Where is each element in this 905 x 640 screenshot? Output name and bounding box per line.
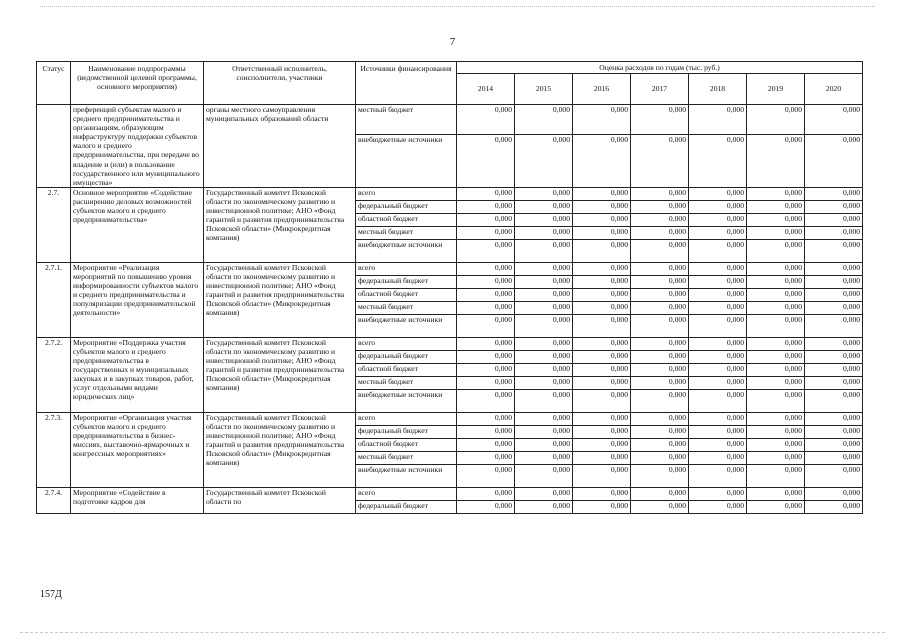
amount-cell: 0,000 xyxy=(515,213,573,226)
amount-cell: 0,000 xyxy=(747,438,805,451)
amount-cell: 0,000 xyxy=(805,451,863,464)
amount-cell: 0,000 xyxy=(631,288,689,301)
measure-name-cell: Мероприятие «Организация участия субъектов малого и среднего предпринимательства в бизнес-миссиях, выставочно-ярмарочных и конгрессных мероприятиях» xyxy=(71,412,204,487)
amount-cell: 0,000 xyxy=(515,301,573,314)
amount-cell: 0,000 xyxy=(805,314,863,337)
amount-cell: 0,000 xyxy=(457,314,515,337)
amount-cell: 0,000 xyxy=(631,337,689,350)
funding-source-cell: местный бюджет xyxy=(356,451,457,464)
amount-cell: 0,000 xyxy=(515,451,573,464)
amount-cell: 0,000 xyxy=(631,464,689,487)
amount-cell: 0,000 xyxy=(515,425,573,438)
amount-cell: 0,000 xyxy=(689,412,747,425)
amount-cell: 0,000 xyxy=(515,438,573,451)
amount-cell: 0,000 xyxy=(689,363,747,376)
budget-table xyxy=(36,61,863,514)
bottom-scan-edge xyxy=(20,632,885,633)
status-cell: 2.7.3. xyxy=(37,412,71,487)
amount-cell: 0,000 xyxy=(689,500,747,513)
amount-cell: 0,000 xyxy=(573,389,631,412)
amount-cell: 0,000 xyxy=(515,412,573,425)
header-year: 2017 xyxy=(631,74,689,105)
status-cell: 2.7.4. xyxy=(37,487,71,513)
amount-cell: 0,000 xyxy=(631,350,689,363)
amount-cell: 0,000 xyxy=(631,314,689,337)
amount-cell: 0,000 xyxy=(631,487,689,500)
funding-source-cell: внебюджетные источники xyxy=(356,389,457,412)
amount-cell: 0,000 xyxy=(805,213,863,226)
funding-source-cell: местный бюджет xyxy=(356,301,457,314)
header-executor: Ответственный исполнитель, соисполнители, участники xyxy=(204,62,356,105)
top-scan-edge xyxy=(40,6,875,7)
amount-cell: 0,000 xyxy=(515,500,573,513)
funding-source-cell: федеральный бюджет xyxy=(356,200,457,213)
header-name: Наименование подпрограммы (ведомственной целевой программы, основного мероприятия) xyxy=(71,62,204,105)
amount-cell: 0,000 xyxy=(573,200,631,213)
amount-cell: 0,000 xyxy=(573,464,631,487)
amount-cell: 0,000 xyxy=(573,134,631,187)
amount-cell: 0,000 xyxy=(573,187,631,200)
amount-cell: 0,000 xyxy=(805,350,863,363)
amount-cell: 0,000 xyxy=(573,226,631,239)
amount-cell: 0,000 xyxy=(747,105,805,135)
amount-cell: 0,000 xyxy=(573,363,631,376)
amount-cell: 0,000 xyxy=(747,200,805,213)
amount-cell: 0,000 xyxy=(689,288,747,301)
amount-cell: 0,000 xyxy=(457,337,515,350)
amount-cell: 0,000 xyxy=(457,412,515,425)
amount-cell: 0,000 xyxy=(689,105,747,135)
amount-cell: 0,000 xyxy=(805,105,863,135)
amount-cell: 0,000 xyxy=(573,337,631,350)
amount-cell: 0,000 xyxy=(689,350,747,363)
amount-cell: 0,000 xyxy=(805,412,863,425)
amount-cell: 0,000 xyxy=(631,200,689,213)
amount-cell: 0,000 xyxy=(573,288,631,301)
amount-cell: 0,000 xyxy=(457,275,515,288)
amount-cell: 0,000 xyxy=(805,376,863,389)
table-row xyxy=(37,105,863,135)
amount-cell: 0,000 xyxy=(631,105,689,135)
amount-cell: 0,000 xyxy=(805,275,863,288)
amount-cell: 0,000 xyxy=(805,487,863,500)
header-year: 2014 xyxy=(457,74,515,105)
funding-source-cell: местный бюджет xyxy=(356,376,457,389)
amount-cell: 0,000 xyxy=(457,239,515,262)
measure-name-cell: Мероприятие «Содействие в подготовке кадров для xyxy=(71,487,204,513)
amount-cell: 0,000 xyxy=(805,187,863,200)
amount-cell: 0,000 xyxy=(457,301,515,314)
amount-cell: 0,000 xyxy=(747,134,805,187)
amount-cell: 0,000 xyxy=(457,200,515,213)
amount-cell: 0,000 xyxy=(515,134,573,187)
amount-cell: 0,000 xyxy=(515,275,573,288)
amount-cell: 0,000 xyxy=(515,376,573,389)
funding-source-cell: внебюджетные источники xyxy=(356,464,457,487)
funding-source-cell: областной бюджет xyxy=(356,213,457,226)
amount-cell: 0,000 xyxy=(689,425,747,438)
amount-cell: 0,000 xyxy=(805,262,863,275)
funding-source-cell: внебюджетные источники xyxy=(356,134,457,187)
funding-source-cell: внебюджетные источники xyxy=(356,314,457,337)
funding-source-cell: местный бюджет xyxy=(356,105,457,135)
amount-cell: 0,000 xyxy=(573,275,631,288)
amount-cell: 0,000 xyxy=(457,262,515,275)
status-cell: 2.7.1. xyxy=(37,262,71,337)
amount-cell: 0,000 xyxy=(515,262,573,275)
amount-cell: 0,000 xyxy=(805,363,863,376)
amount-cell: 0,000 xyxy=(631,412,689,425)
amount-cell: 0,000 xyxy=(689,275,747,288)
amount-cell: 0,000 xyxy=(573,451,631,464)
amount-cell: 0,000 xyxy=(631,262,689,275)
funding-source-cell: федеральный бюджет xyxy=(356,350,457,363)
amount-cell: 0,000 xyxy=(515,337,573,350)
header-estimate: Оценка расходов по годам (тыс. руб.) xyxy=(457,62,863,74)
amount-cell: 0,000 xyxy=(573,239,631,262)
amount-cell: 0,000 xyxy=(515,350,573,363)
amount-cell: 0,000 xyxy=(805,389,863,412)
amount-cell: 0,000 xyxy=(515,363,573,376)
header-status: Статус xyxy=(37,62,71,105)
funding-source-cell: местный бюджет xyxy=(356,226,457,239)
header-row-top xyxy=(37,62,863,74)
table-row xyxy=(37,337,863,350)
executor-cell: Государственный комитет Псковской области по экономическому развитию и инвестиционной политике; АНО «Фонд гарантий и развития предпринимательства Псковской области» (Микрокредитная компания) xyxy=(204,187,356,262)
amount-cell: 0,000 xyxy=(631,389,689,412)
amount-cell: 0,000 xyxy=(689,376,747,389)
amount-cell: 0,000 xyxy=(631,451,689,464)
amount-cell: 0,000 xyxy=(805,500,863,513)
amount-cell: 0,000 xyxy=(747,213,805,226)
amount-cell: 0,000 xyxy=(631,438,689,451)
budget-table-body xyxy=(37,105,863,514)
amount-cell: 0,000 xyxy=(747,301,805,314)
amount-cell: 0,000 xyxy=(457,134,515,187)
amount-cell: 0,000 xyxy=(689,451,747,464)
amount-cell: 0,000 xyxy=(457,350,515,363)
amount-cell: 0,000 xyxy=(747,487,805,500)
amount-cell: 0,000 xyxy=(457,389,515,412)
funding-source-cell: областной бюджет xyxy=(356,363,457,376)
status-cell: 2.7. xyxy=(37,187,71,262)
amount-cell: 0,000 xyxy=(457,425,515,438)
amount-cell: 0,000 xyxy=(689,134,747,187)
amount-cell: 0,000 xyxy=(805,425,863,438)
amount-cell: 0,000 xyxy=(747,288,805,301)
header-year: 2019 xyxy=(747,74,805,105)
amount-cell: 0,000 xyxy=(805,200,863,213)
amount-cell: 0,000 xyxy=(573,425,631,438)
amount-cell: 0,000 xyxy=(747,350,805,363)
funding-source-cell: всего xyxy=(356,487,457,500)
amount-cell: 0,000 xyxy=(573,438,631,451)
amount-cell: 0,000 xyxy=(689,200,747,213)
amount-cell: 0,000 xyxy=(689,301,747,314)
header-source: Источники финансирования xyxy=(356,62,457,105)
funding-source-cell: внебюджетные источники xyxy=(356,239,457,262)
funding-source-cell: всего xyxy=(356,412,457,425)
executor-cell: Государственный комитет Псковской области по экономическому развитию и инвестиционной политике; АНО «Фонд гарантий и развития предпринимательства Псковской области» (Микрокредитная компания) xyxy=(204,337,356,412)
amount-cell: 0,000 xyxy=(631,376,689,389)
amount-cell: 0,000 xyxy=(515,187,573,200)
amount-cell: 0,000 xyxy=(747,389,805,412)
amount-cell: 0,000 xyxy=(515,288,573,301)
amount-cell: 0,000 xyxy=(805,288,863,301)
amount-cell: 0,000 xyxy=(689,262,747,275)
amount-cell: 0,000 xyxy=(573,314,631,337)
amount-cell: 0,000 xyxy=(747,412,805,425)
measure-name-cell: Мероприятие «Реализация мероприятий по повышению уровня информированности субъектов малого и среднего предпринимательства и популяризации предпринимательской деятельности» xyxy=(71,262,204,337)
amount-cell: 0,000 xyxy=(457,105,515,135)
funding-source-cell: областной бюджет xyxy=(356,438,457,451)
table-row xyxy=(37,487,863,500)
amount-cell: 0,000 xyxy=(805,226,863,239)
amount-cell: 0,000 xyxy=(747,376,805,389)
measure-name-cell: преференций субъектам малого и среднего предпринимательства и организациям, образующим инфраструктуру поддержки субъектов малого и среднего предпринимательства, при передаче во владение и (или) в пользование государственного или муниципального имущества» xyxy=(71,105,204,188)
amount-cell: 0,000 xyxy=(515,105,573,135)
amount-cell: 0,000 xyxy=(631,187,689,200)
amount-cell: 0,000 xyxy=(805,464,863,487)
amount-cell: 0,000 xyxy=(457,464,515,487)
table-row xyxy=(37,187,863,200)
amount-cell: 0,000 xyxy=(747,451,805,464)
amount-cell: 0,000 xyxy=(631,425,689,438)
amount-cell: 0,000 xyxy=(747,363,805,376)
amount-cell: 0,000 xyxy=(515,464,573,487)
amount-cell: 0,000 xyxy=(573,213,631,226)
status-cell xyxy=(37,105,71,188)
amount-cell: 0,000 xyxy=(689,226,747,239)
amount-cell: 0,000 xyxy=(457,288,515,301)
amount-cell: 0,000 xyxy=(631,134,689,187)
amount-cell: 0,000 xyxy=(573,105,631,135)
amount-cell: 0,000 xyxy=(805,239,863,262)
amount-cell: 0,000 xyxy=(631,275,689,288)
amount-cell: 0,000 xyxy=(573,500,631,513)
executor-cell: Государственный комитет Псковской области по экономическому развитию и инвестиционной политике; АНО «Фонд гарантий и развития предпринимательства Псковской области» (Микрокредитная компания) xyxy=(204,412,356,487)
amount-cell: 0,000 xyxy=(747,425,805,438)
header-year: 2018 xyxy=(689,74,747,105)
amount-cell: 0,000 xyxy=(805,337,863,350)
funding-source-cell: федеральный бюджет xyxy=(356,425,457,438)
amount-cell: 0,000 xyxy=(805,438,863,451)
amount-cell: 0,000 xyxy=(573,487,631,500)
amount-cell: 0,000 xyxy=(457,363,515,376)
amount-cell: 0,000 xyxy=(747,314,805,337)
amount-cell: 0,000 xyxy=(457,500,515,513)
table-row xyxy=(37,262,863,275)
header-year: 2020 xyxy=(805,74,863,105)
amount-cell: 0,000 xyxy=(457,226,515,239)
amount-cell: 0,000 xyxy=(573,262,631,275)
amount-cell: 0,000 xyxy=(515,314,573,337)
amount-cell: 0,000 xyxy=(457,451,515,464)
budget-sheet xyxy=(36,61,862,514)
amount-cell: 0,000 xyxy=(689,337,747,350)
amount-cell: 0,000 xyxy=(747,500,805,513)
amount-cell: 0,000 xyxy=(573,301,631,314)
executor-cell: Государственный комитет Псковской области по экономическому развитию и инвестиционной политике; АНО «Фонд гарантий и развития предпринимательства Псковской области» (Микрокредитная компания) xyxy=(204,262,356,337)
amount-cell: 0,000 xyxy=(515,389,573,412)
funding-source-cell: всего xyxy=(356,337,457,350)
amount-cell: 0,000 xyxy=(747,226,805,239)
status-cell: 2.7.2. xyxy=(37,337,71,412)
amount-cell: 0,000 xyxy=(631,301,689,314)
amount-cell: 0,000 xyxy=(805,301,863,314)
amount-cell: 0,000 xyxy=(689,389,747,412)
amount-cell: 0,000 xyxy=(747,239,805,262)
amount-cell: 0,000 xyxy=(805,134,863,187)
measure-name-cell: Мероприятие «Поддержка участия субъектов малого и среднего предпринимательства в государственных и муниципальных закупках и в закупках товаров, работ, услуг отдельными видами юридических лиц» xyxy=(71,337,204,412)
amount-cell: 0,000 xyxy=(573,412,631,425)
document-code: 157Д xyxy=(40,589,62,600)
funding-source-cell: всего xyxy=(356,187,457,200)
amount-cell: 0,000 xyxy=(457,487,515,500)
amount-cell: 0,000 xyxy=(515,239,573,262)
executor-cell: Государственный комитет Псковской области по xyxy=(204,487,356,513)
amount-cell: 0,000 xyxy=(689,239,747,262)
executor-cell: органы местного самоуправления муниципальных образований области xyxy=(204,105,356,188)
amount-cell: 0,000 xyxy=(573,376,631,389)
amount-cell: 0,000 xyxy=(515,226,573,239)
amount-cell: 0,000 xyxy=(457,376,515,389)
amount-cell: 0,000 xyxy=(457,438,515,451)
amount-cell: 0,000 xyxy=(689,464,747,487)
header-year: 2015 xyxy=(515,74,573,105)
amount-cell: 0,000 xyxy=(631,239,689,262)
funding-source-cell: федеральный бюджет xyxy=(356,500,457,513)
amount-cell: 0,000 xyxy=(631,226,689,239)
amount-cell: 0,000 xyxy=(689,314,747,337)
amount-cell: 0,000 xyxy=(747,464,805,487)
amount-cell: 0,000 xyxy=(515,487,573,500)
funding-source-cell: всего xyxy=(356,262,457,275)
amount-cell: 0,000 xyxy=(689,187,747,200)
amount-cell: 0,000 xyxy=(747,275,805,288)
page-number: 7 xyxy=(449,36,456,48)
amount-cell: 0,000 xyxy=(515,200,573,213)
funding-source-cell: областной бюджет xyxy=(356,288,457,301)
amount-cell: 0,000 xyxy=(747,337,805,350)
amount-cell: 0,000 xyxy=(457,187,515,200)
amount-cell: 0,000 xyxy=(747,262,805,275)
amount-cell: 0,000 xyxy=(457,213,515,226)
amount-cell: 0,000 xyxy=(747,187,805,200)
measure-name-cell: Основное мероприятие «Содействие расширению деловых возможностей субъектов малого и среднего предпринимательства» xyxy=(71,187,204,262)
funding-source-cell: федеральный бюджет xyxy=(356,275,457,288)
table-row xyxy=(37,412,863,425)
amount-cell: 0,000 xyxy=(573,350,631,363)
amount-cell: 0,000 xyxy=(631,500,689,513)
amount-cell: 0,000 xyxy=(689,213,747,226)
amount-cell: 0,000 xyxy=(631,213,689,226)
amount-cell: 0,000 xyxy=(631,363,689,376)
amount-cell: 0,000 xyxy=(689,487,747,500)
amount-cell: 0,000 xyxy=(689,438,747,451)
header-year: 2016 xyxy=(573,74,631,105)
